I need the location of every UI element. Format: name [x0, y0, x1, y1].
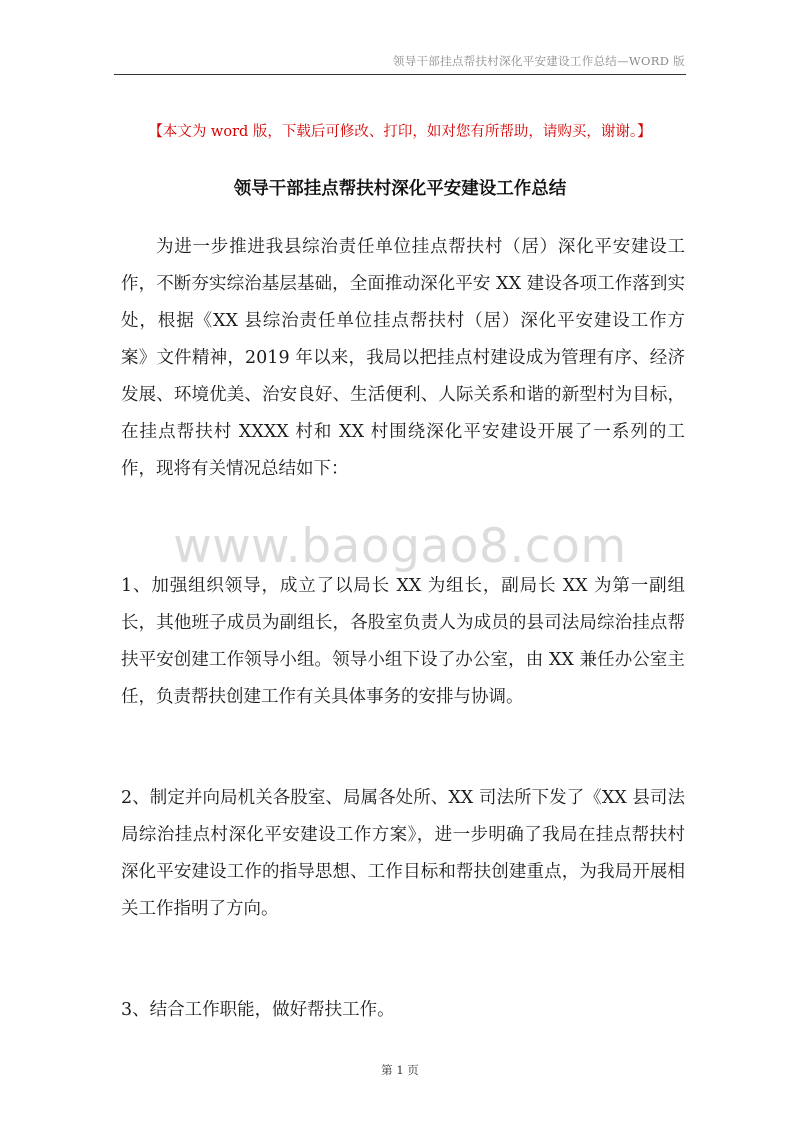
intro-paragraph: 为进一步推进我县综治责任单位挂点帮扶村（居）深化平安建设工作，不断夯实综治基层基础，全面推动深化平安 XX 建设各项工作落到实处，根据《XX 县综治责任单位挂点帮扶村（居）深化平安建设工作方案》文件精神，2019 年以来，我局以把挂点村建设成为管理有序、经济发展、环境优美、治安良好、生活便利、人际关系和谐的新型村为目标，在挂点帮扶村 XXXX 村和 XX 村围绕深化平安建设开展了一系列的工作，现将有关情况总结如下：	[121, 237, 685, 479]
running-header: 领导干部挂点帮扶村深化平安建设工作总结—WORD 版	[392, 54, 685, 68]
header-divider	[114, 74, 686, 75]
paragraph-1: 1、加强组织领导，成立了以局长 XX 为组长，副局长 XX 为第一副组长，其他班子成员为副组长，各股室负责人为成员的县司法局综治挂点帮扶平安创建工作领导小组。领导小组下设了办公室，由 XX 兼任办公室主任，负责帮扶创建工作有关具体事务的安排与协调。	[121, 576, 685, 707]
paragraph-2: 2、制定并向局机关各股室、局属各处所、XX 司法所下发了《XX 县司法局综治挂点村深化平安建设工作方案》，进一步明确了我局在挂点帮扶村深化平安建设工作的指导思想、工作目标和帮扶创建重点，为我局开展相关工作指明了方向。	[121, 788, 685, 919]
download-notice: 【本文为 word 版，下载后可修改、打印，如对您有所帮助，请购买，谢谢。】	[148, 124, 652, 140]
paragraph-3: 3、结合工作职能，做好帮扶工作。	[121, 1000, 395, 1020]
watermark-text: www.baogao8.com	[173, 519, 627, 574]
page-number: 第 1 页	[381, 1063, 419, 1077]
document-title: 领导干部挂点帮扶村深化平安建设工作总结	[233, 179, 567, 199]
